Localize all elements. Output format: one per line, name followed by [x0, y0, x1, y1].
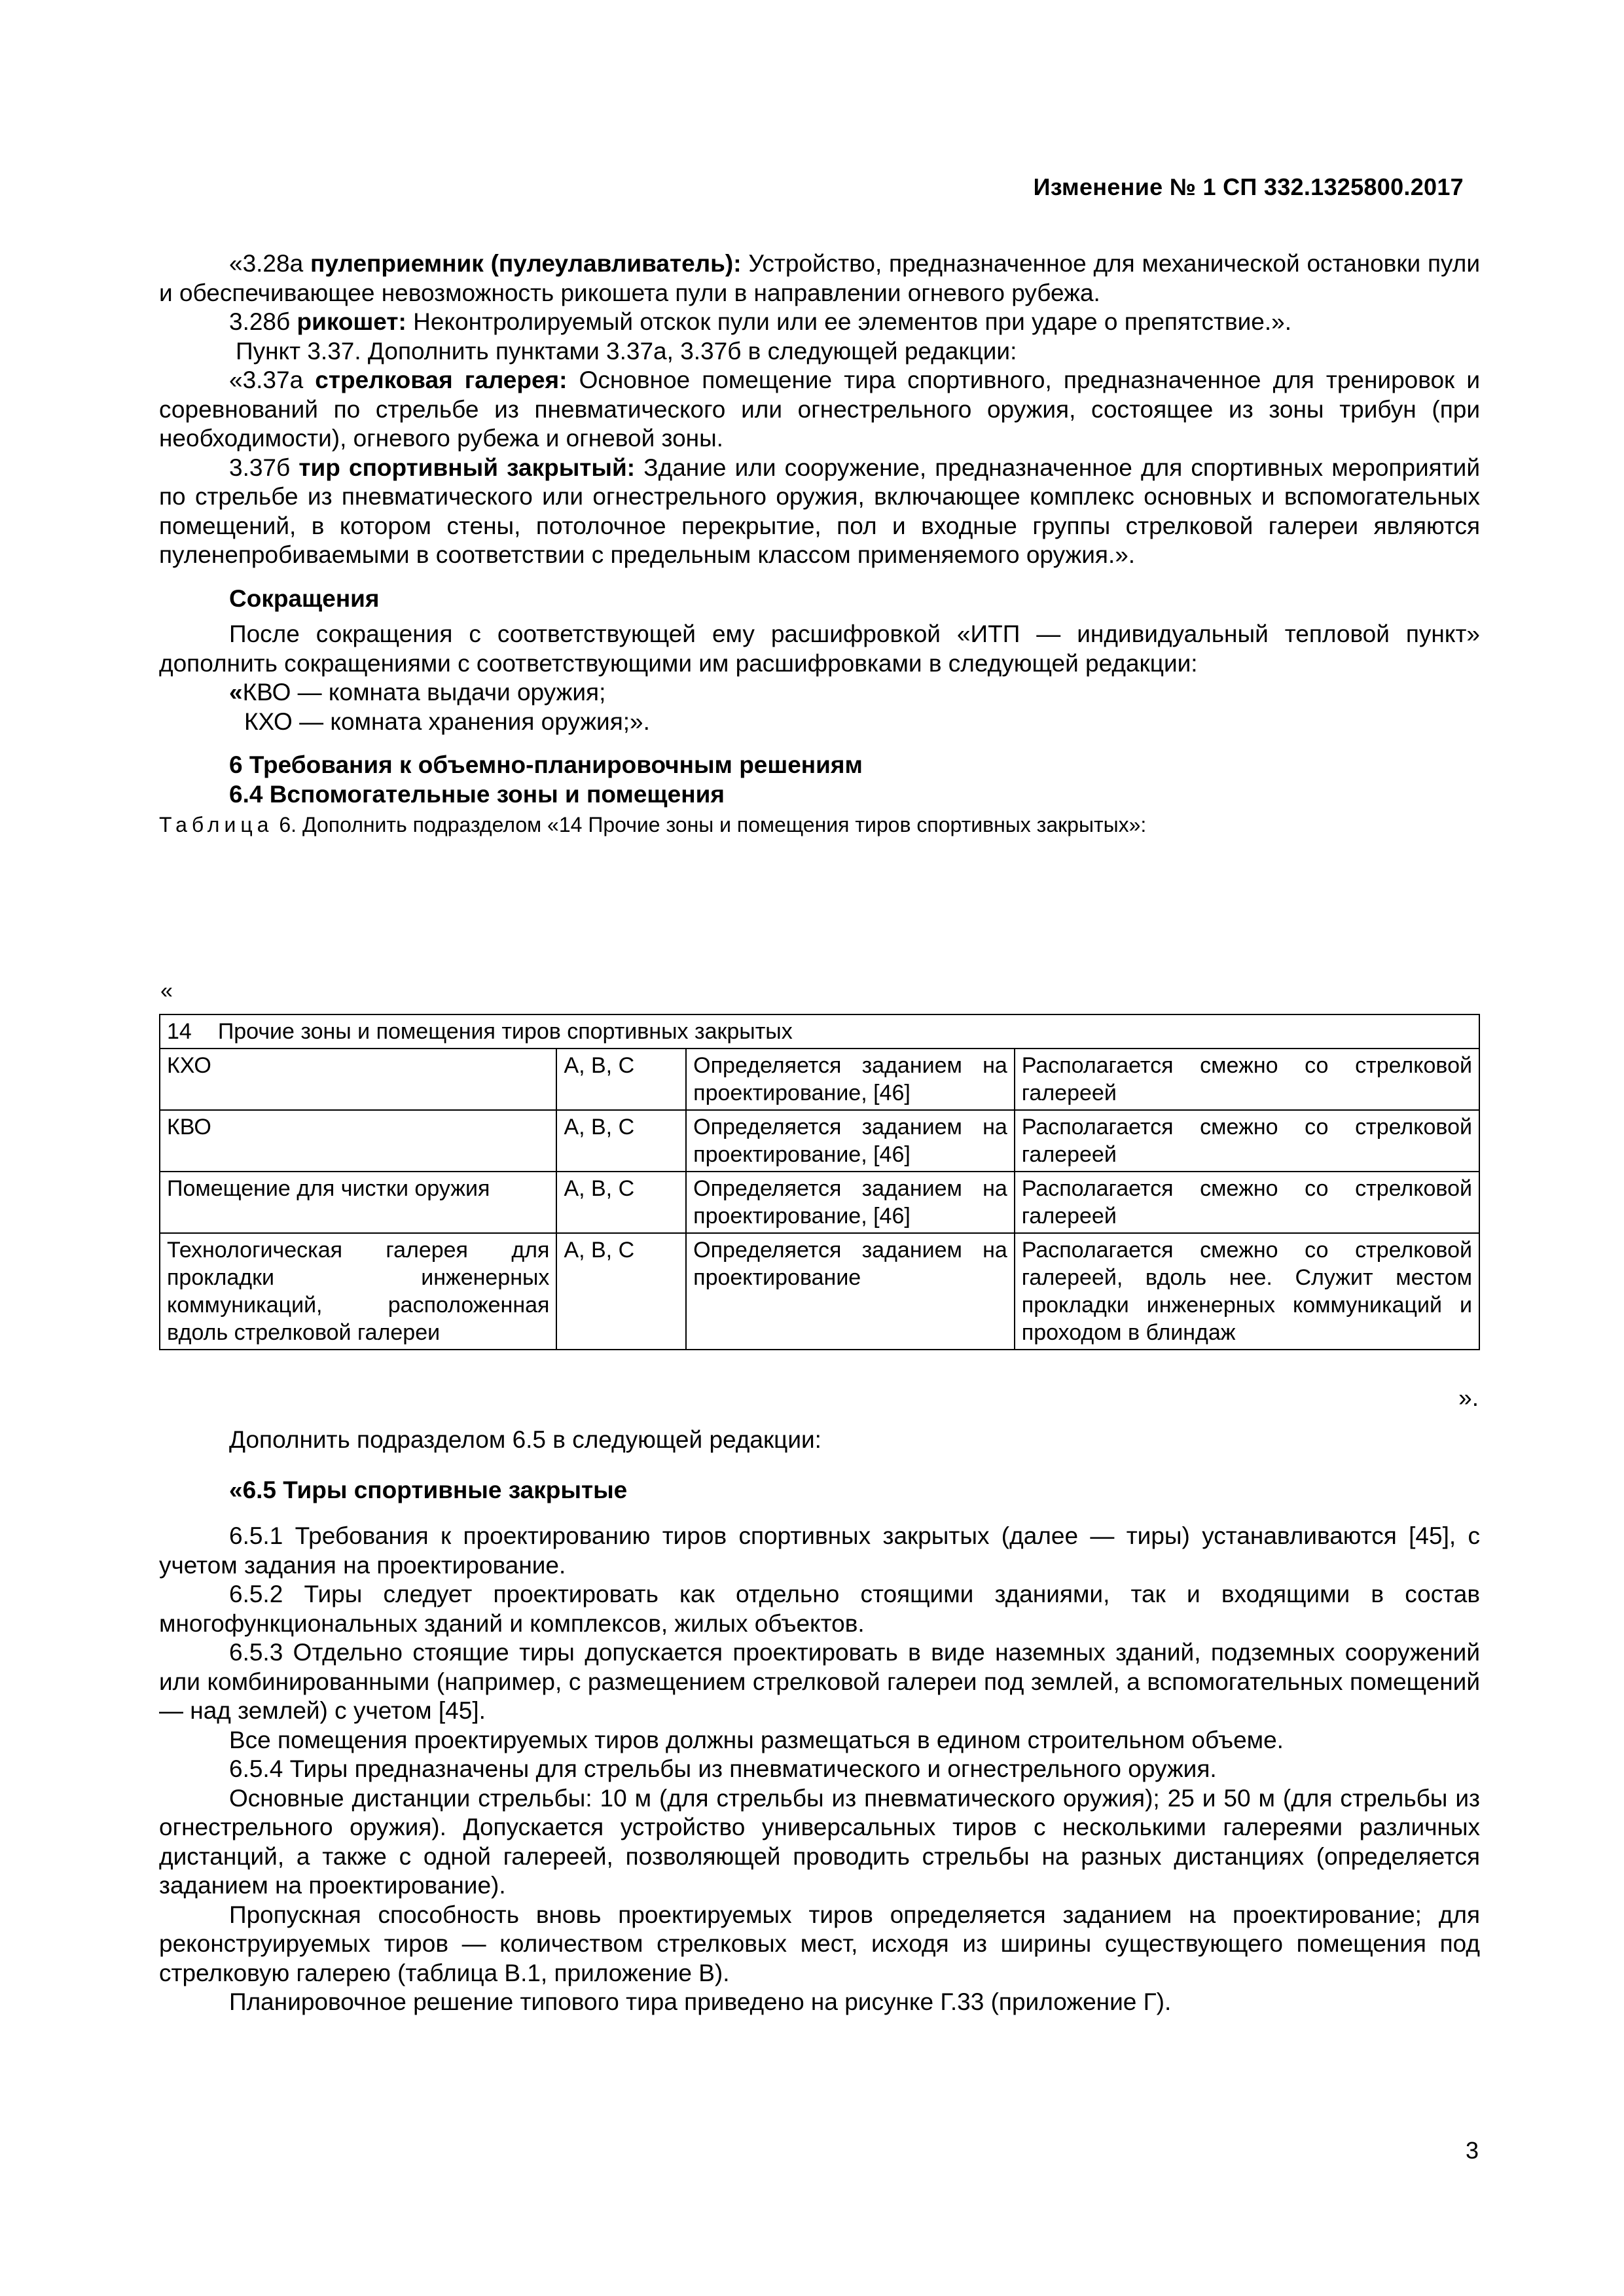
table-note-text: 6. Дополнить подразделом «14 Прочие зоны и помещения тиров спортивных закрытых»: [273, 813, 1147, 836]
clause-paragraph: 6.5.2 Тиры следует проектировать как отдельно стоящими зданиями, так и входящими в состав многофункциональных зданий и комплексов, жилых объектов. [159, 1581, 1480, 1637]
definition-paragraph [159, 249, 1480, 308]
area-cell: Определяется заданием на проектирование, [46] [686, 1110, 1015, 1172]
group-header-cell [160, 1014, 1479, 1049]
abbreviation-item: КХО — комната хранения оружия;». [244, 708, 650, 735]
definition-paragraph [159, 454, 1480, 570]
table-row [160, 1233, 1479, 1350]
clause-paragraph: Все помещения проектируемых тиров должны размещаться в едином строительном объеме. [229, 1726, 1284, 1753]
table-open-quote: « [160, 978, 173, 1003]
open-quote: « [229, 679, 243, 706]
clause-number: 3.28б [229, 308, 297, 335]
page-number: 3 [1465, 2137, 1479, 2164]
area-cell: Определяется заданием на проектирование [686, 1233, 1015, 1350]
defined-term: стрелковая галерея: [315, 367, 568, 393]
note-cell: Располагается смежно со стрелковой галереей [1015, 1172, 1479, 1233]
defined-term: тир спортивный закрытый: [298, 454, 636, 481]
note-cell: Располагается смежно со стрелковой галереей, вдоль нее. Служит местом прокладки инженерных коммуникаций и проходом в блиндаж [1015, 1233, 1479, 1350]
clause-number: 3.37б [229, 454, 299, 481]
subsection-heading: «6.5 Тиры спортивные закрытые [229, 1476, 628, 1503]
classes-cell: А, В, С [556, 1110, 686, 1172]
subsection-heading: 6.4 Вспомогательные зоны и помещения [229, 780, 725, 808]
definition-text: Здание или сооружение, предназначенное для спортивных мероприятий по стрельбе из пневматического или огнестрельного оружия, включающее комплекс основных и вспомогательных помещений, в котором стены, потолочное перекрытие, пол и входные группы стрелковой галереи являются пуленепробиваемыми в соответствии с предельным классом применяемого оружия.». [159, 454, 1481, 568]
clause-paragraph: Пропускная способность вновь проектируемых тиров определяется заданием на проектирование; для реконструируемых тиров — количеством стрелковых мест, исходя из ширины существующего помещения под стрелковую галерею (таблица В.1, приложение В). [159, 1901, 1480, 1986]
section-intro: Дополнить подразделом 6.5 в следующей редакции: [229, 1426, 821, 1453]
note-cell: Располагается смежно со стрелковой галереей [1015, 1049, 1479, 1110]
definition-text: Неконтролируемый отскок пули или ее элементов при ударе о препятствие.». [406, 308, 1292, 335]
classes-cell: А, В, С [556, 1172, 686, 1233]
table-label: Таблица [159, 813, 274, 836]
defined-term: рикошет: [297, 308, 406, 335]
area-cell: Определяется заданием на проектирование, [46] [686, 1172, 1015, 1233]
section-6-5 [159, 1426, 1480, 2017]
room-name-cell: КХО [160, 1049, 556, 1110]
abbreviations-intro: После сокращения с соответствующей ему расшифровкой «ИТП — индивидуальный тепловой пункт» дополнить сокращениями с соответствующими им расшифровками в следующей редакции: [159, 620, 1480, 677]
room-name-cell: КВО [160, 1110, 556, 1172]
definition-text: Устройство, предназначенное для механической остановки пули и обеспечивающее невозможность рикошета пули в направлении огневого рубежа. [159, 250, 1480, 306]
clause-paragraph: Основные дистанции стрельбы: 10 м (для стрельбы из пневматического оружия); 25 и 50 м (для стрельбы из огнестрельного оружия). Допускается устройство универсальных тиров с несколькими галереями различных дистанций, а также с одной галереей, позволяющей проводить стрельбы на разных дистанциях (определяется заданием на проектирование). [159, 1784, 1480, 1899]
clause-paragraph: Планировочное решение типового тира приведено на рисунке Г.33 (приложение Г). [229, 1988, 1172, 2015]
table-close-quote: ». [1458, 1384, 1479, 1411]
abbreviation-text: КВО — комната выдачи оружия; [242, 679, 606, 706]
group-number: 14 [167, 1019, 192, 1044]
premises-table [159, 1014, 1480, 1350]
table-group-row [160, 1014, 1479, 1049]
definition-paragraph [159, 366, 1480, 454]
definition-text: Основное помещение тира спортивного, предназначенное для тренировок и соревнований по стрельбе из пневматического или огнестрельного оружия, состоящее из зоны трибун (при необходимости), огневого рубежа и огневой зоны. [159, 367, 1481, 452]
note-cell: Располагается смежно со стрелковой галереей [1015, 1110, 1479, 1172]
table-note [159, 812, 1480, 838]
abbreviation-item [159, 678, 1480, 708]
table-row [160, 1049, 1479, 1110]
clause-paragraph: 6.5.3 Отдельно стоящие тиры допускается проектировать в виде наземных зданий, подземных сооружений или комбинированными (например, с размещением стрелковой галереи под землей, а вспомогательных помещений — над землей) с учетом [45]. [159, 1639, 1480, 1724]
defined-term: пулеприемник (пулеулавливатель): [310, 250, 742, 277]
table-row [160, 1172, 1479, 1233]
clause-number: «3.37а [229, 367, 316, 393]
area-cell: Определяется заданием на проектирование, [46] [686, 1049, 1015, 1110]
table-row [160, 1110, 1479, 1172]
abbreviations-heading: Сокращения [229, 584, 380, 612]
classes-cell: А, В, С [556, 1049, 686, 1110]
classes-cell: А, В, С [556, 1233, 686, 1350]
definition-paragraph [159, 308, 1480, 337]
instruction-paragraph: Пункт 3.37. Дополнить пунктами 3.37а, 3.37б в следующей редакции: [236, 337, 1017, 365]
clause-paragraph: 6.5.4 Тиры предназначены для стрельбы из пневматического и огнестрельного оружия. [229, 1755, 1217, 1782]
clause-number: «3.28а [229, 250, 310, 277]
room-name-cell: Помещение для чистки оружия [160, 1172, 556, 1233]
room-name-cell: Технологическая галерея для прокладки инженерных коммуникаций, расположенная вдоль стрелковой галереи [160, 1233, 556, 1350]
document-header-title: Изменение № 1 СП 332.1325800.2017 [1033, 173, 1464, 200]
clause-paragraph: 6.5.1 Требования к проектированию тиров спортивных закрытых (далее — тиры) устанавливаются [45], с учетом задания на проектирование. [159, 1522, 1480, 1579]
section-heading: 6 Требования к объемно-планировочным решениям [229, 751, 863, 778]
definitions-section [159, 249, 1480, 838]
group-title: Прочие зоны и помещения тиров спортивных закрытых [217, 1019, 793, 1044]
